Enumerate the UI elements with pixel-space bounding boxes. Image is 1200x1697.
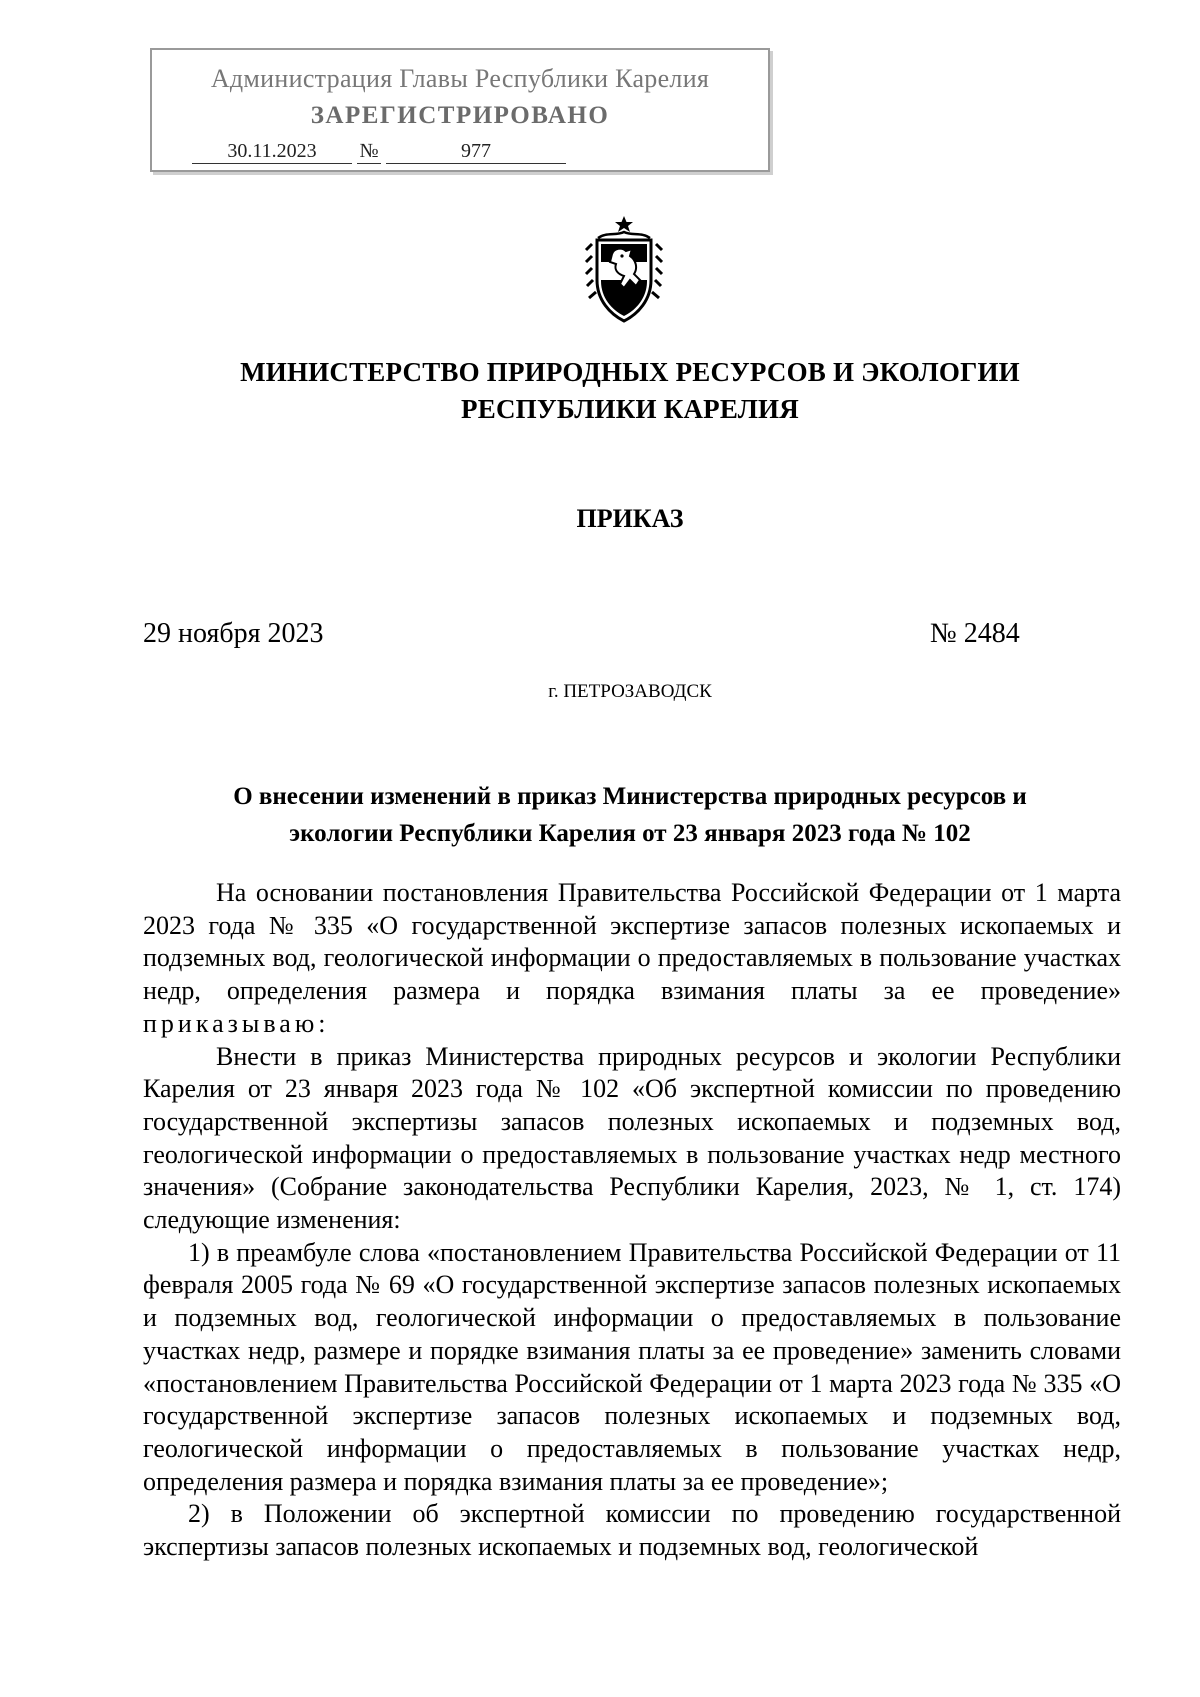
subject-line-2: экологии Республики Карелия от 23 января 2023 года № 102: [289, 820, 971, 847]
registration-stamp: [150, 48, 770, 172]
karelia-coat-of-arms-icon: [584, 214, 664, 326]
subject-line-1: О внесении изменений в приказ Министерства природных ресурсов и: [233, 783, 1027, 810]
stamp-number: 977: [386, 140, 566, 164]
order-subject: [0, 778, 1200, 852]
order-date: 29 ноября 2023: [143, 618, 324, 649]
amendment-item-2: 2) в Положении об экспертной комиссии по проведению государственной экспертизы запасов полезных ископаемых и подземных вод, геологической: [143, 1499, 1121, 1562]
city-name: г. ПЕТРОЗАВОДСК: [548, 681, 712, 702]
stamp-number-sign: №: [357, 140, 381, 164]
document-type: ПРИКАЗ: [576, 504, 684, 533]
ministry-name: [0, 354, 1200, 428]
ministry-line-1: МИНИСТЕРСТВО ПРИРОДНЫХ РЕСУРСОВ И ЭКОЛОГИИ: [240, 357, 1020, 387]
order-body: [143, 877, 1121, 1564]
stamp-date: 30.11.2023: [192, 140, 352, 164]
amendment-paragraph: Внести в приказ Министерства природных ресурсов и экологии Республики Карелия от 23 января 2023 года № 102 «Об экспертной комиссии по проведению государственной экспертизы запасов полезных ископаемых и подземных вод, геологической информации о предоставляемых в пользование участках недр местного значения» (Собрание законодательства Республики Карелия, 2023, № 1, ст. 174) следующие изменения:: [143, 1041, 1121, 1235]
stamp-authority: Администрация Главы Республики Карелия: [210, 64, 710, 93]
amendment-item-1: 1) в преамбуле слова «постановлением Правительства Российской Федерации от 11 февраля 2005 года № 69 «О государственной экспертизе запасов полезных ископаемых и подземных вод, геологической информации о предоставляемых в пользование участках недр, размере и порядке взимания платы за ее проведение» заменить словами «постановлением Правительства Российской Федерации от 1 марта 2023 года № 335 «О государственной экспертизе запасов полезных ископаемых и подземных вод, геологической информации о предоставляемых в пользование участках недр, определения размера и порядка взимания платы за ее проведение»;: [143, 1237, 1121, 1496]
order-word: приказываю:: [143, 1008, 330, 1038]
order-number: № 2484: [930, 618, 1020, 649]
basis-paragraph: [143, 877, 1121, 1041]
stamp-registered-label: ЗАРЕГИСТРИРОВАНО: [310, 102, 610, 129]
ministry-line-2: РЕСПУБЛИКИ КАРЕЛИЯ: [461, 394, 799, 424]
basis-text: На основании постановления Правительства Российской Федерации от 1 марта 2023 года № 335 «О государственной экспертизе запасов полезных ископаемых и подземных вод, геологической информации о предоставляемых в пользование участках недр, определения размера и порядка взимания платы за ее проведение»: [143, 878, 1121, 1006]
stamp-registration-line: [192, 140, 566, 164]
